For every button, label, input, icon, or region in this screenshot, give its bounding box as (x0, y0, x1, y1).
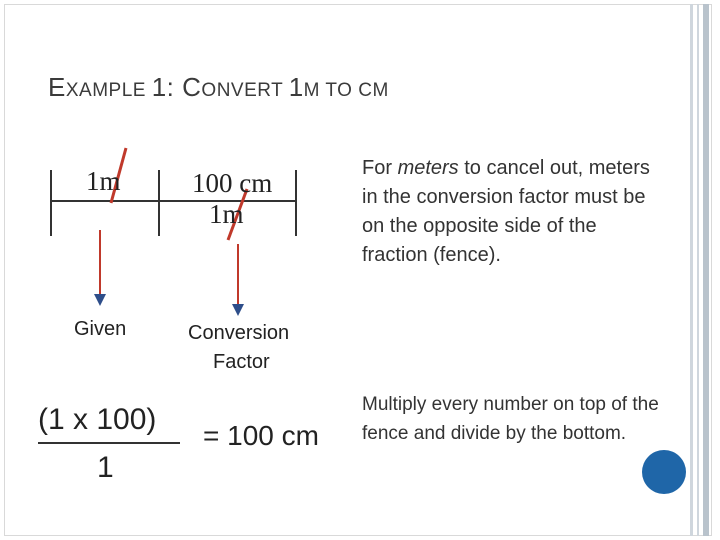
calc-numerator: (1 x 100) (38, 403, 157, 436)
note-cancel-italic: meters (397, 157, 459, 179)
conversion-numerator: 100 cm (192, 168, 273, 198)
slide-title: EXAMPLE 1: CONVERT 1M TO CM (48, 72, 389, 102)
arrow-conversion-head (232, 304, 244, 316)
arrow-given-head (94, 294, 106, 306)
label-conversion-line2: Factor (213, 351, 270, 373)
note-multiply: Multiply every number on top of the fence and divide by the bottom. (362, 394, 659, 444)
calc-denominator: 1 (97, 451, 114, 484)
given-value: 1m (86, 166, 121, 196)
calc-result: = 100 cm (203, 420, 319, 451)
note-cancel: For meters to cancel out, meters in the conversion factor must be on the opposite side of the fraction (fence). (362, 157, 650, 266)
conversion-denominator: 1m (209, 199, 244, 229)
label-conversion-line1: Conversion (188, 322, 290, 344)
label-given: Given (74, 318, 127, 340)
blue-dot (642, 450, 686, 494)
